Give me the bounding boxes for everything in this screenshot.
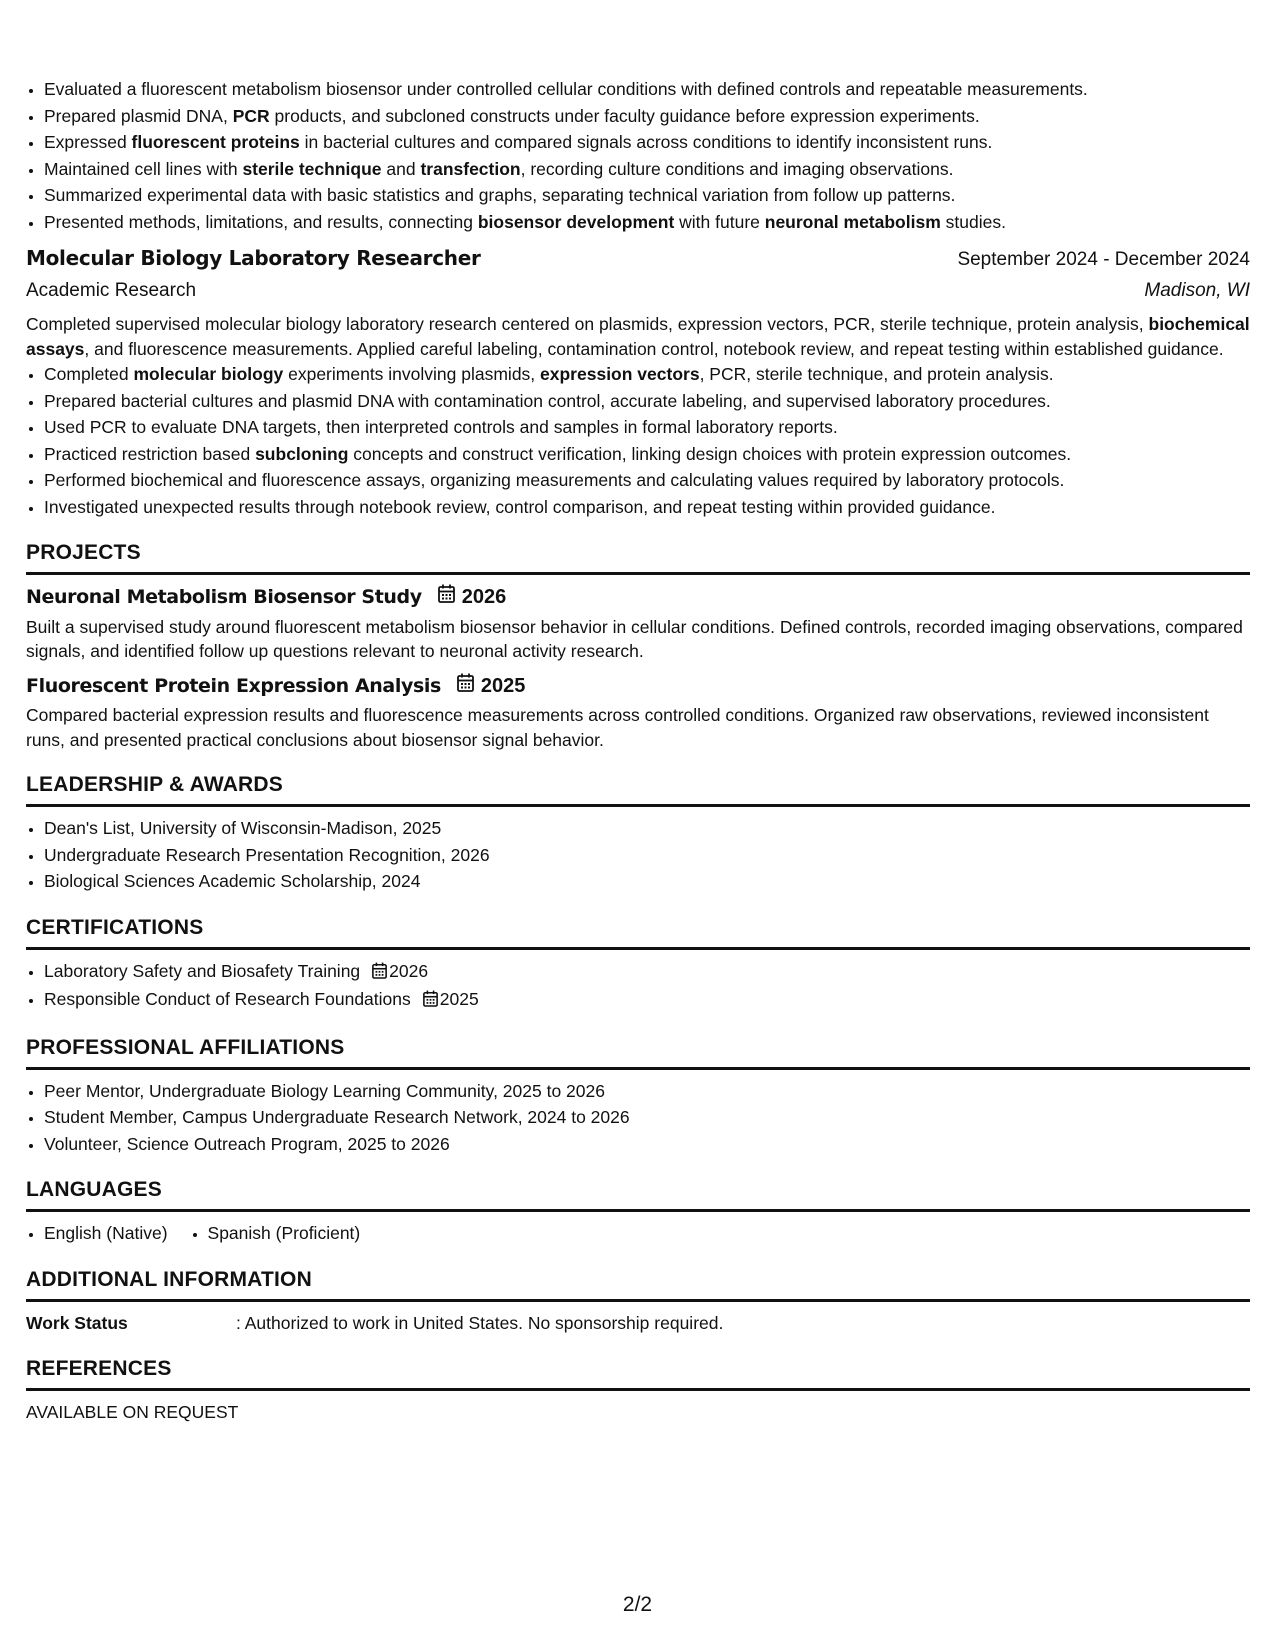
list-item: • Undergraduate Research Presentation Recognition, 2026: [44, 842, 1250, 869]
emphasis-text: fluorescent proteins: [131, 132, 300, 152]
job-location: Madison, WI: [1144, 279, 1250, 301]
work-status-value: : Authorized to work in United States. No sponsorship required.: [236, 1312, 724, 1333]
project-item: [26, 673, 1250, 753]
project-title: Fluorescent Protein Expression Analysis: [26, 674, 441, 697]
text-run: Performed biochemical and fluorescence assays, organizing measurements and calculating values required by laboratory protocols.: [44, 470, 1065, 490]
emphasis-text: molecular biology: [133, 364, 284, 384]
text-run: experiments involving plasmids,: [283, 364, 541, 384]
bullet-item: [44, 182, 1250, 209]
section-title-affiliations: PROFESSIONAL AFFILIATIONS: [26, 1035, 1250, 1070]
bullet-item: [44, 441, 1250, 468]
page-number: 2/2: [622, 1593, 653, 1616]
certification-year: 2025: [439, 989, 479, 1009]
project-year: 2026: [461, 586, 507, 608]
bullet-item: [44, 129, 1250, 156]
language-item: • English (Native): [44, 1220, 168, 1247]
text-run: , PCR, sterile technique, and protein analysis.: [699, 364, 1054, 384]
emphasis-text: transfection: [420, 158, 521, 179]
text-run: Used PCR to evaluate DNA targets, then interpreted controls and samples in formal laboratory reports.: [44, 417, 838, 437]
emphasis-text: biochemical assays: [26, 314, 1250, 359]
project-item: [26, 584, 1250, 664]
text-run: Presented methods, limitations, and results, connecting: [44, 211, 478, 232]
text-run: Prepared plasmid DNA,: [44, 105, 233, 126]
project-description: Built a supervised study around fluorescent metabolism biosensor behavior in cellular conditions. Defined controls, recorded imaging observations, compared signals, and identified follow up questions relevant to neuronal activity research.: [26, 616, 1243, 661]
text-run: Investigated unexpected results through notebook review, control comparison, and repeat testing within provided guidance.: [44, 496, 996, 517]
text-run: Practiced restriction based: [44, 443, 256, 464]
text-run: Summarized experimental data with basic statistics and graphs, separating technical variation from follow up patterns.: [44, 185, 956, 205]
certification-year: 2026: [389, 960, 429, 981]
bullet-item: [44, 467, 1250, 494]
work-status-row: [26, 1310, 1250, 1337]
text-run: , and fluorescence measurements. Applied careful labeling, contamination control, notebook review, and repeat testing within established guidance.: [84, 338, 1224, 359]
leadership-list: [26, 815, 1250, 895]
section-title-certifications: CERTIFICATIONS: [26, 915, 1250, 950]
list-item: [44, 986, 1250, 1015]
section-title-additional: ADDITIONAL INFORMATION: [26, 1267, 1250, 1302]
text-run: and: [381, 158, 421, 179]
text-run: concepts and construct verification, linking design choices with protein expression outcomes.: [348, 443, 1072, 464]
emphasis-text: expression vectors: [540, 364, 700, 384]
section-title-leadership: LEADERSHIP & AWARDS: [26, 772, 1250, 807]
languages-list: [26, 1220, 1250, 1247]
job-subheader: [26, 278, 1250, 305]
job-dates: September 2024 - December 2024: [957, 249, 1250, 270]
emphasis-text: biosensor development: [477, 211, 675, 232]
work-status-label: Work Status: [26, 1312, 128, 1333]
section-title-projects: PROJECTS: [26, 540, 1250, 575]
resume-page-2: [26, 76, 1250, 1426]
bullet-item: [44, 103, 1250, 130]
emphasis-text: subcloning: [255, 443, 349, 464]
list-item: • Student Member, Campus Undergraduate Research Network, 2024 to 2026: [44, 1104, 1250, 1131]
list-item: • Biological Sciences Academic Scholarship, 2024: [44, 868, 1250, 895]
calendar-icon: [372, 960, 387, 987]
certification-name: Laboratory Safety and Biosafety Training: [44, 960, 361, 981]
section-title-languages: LANGUAGES: [26, 1177, 1250, 1212]
calendar-icon: [438, 584, 455, 611]
certification-name: Responsible Conduct of Research Foundations: [44, 989, 411, 1009]
text-run: Prepared bacterial cultures and plasmid DNA with contamination control, accurate labeling, and supervised laboratory procedures.: [44, 390, 1051, 411]
bullet-item: [44, 494, 1250, 521]
section-title-references: REFERENCES: [26, 1356, 1250, 1391]
list-item: • Volunteer, Science Outreach Program, 2025 to 2026: [44, 1131, 1250, 1158]
bullet-item: [44, 388, 1250, 415]
project-title: Neuronal Metabolism Biosensor Study: [26, 586, 422, 608]
bullet-item: [44, 361, 1250, 388]
text-run: studies.: [940, 211, 1006, 232]
certifications-list: [26, 958, 1250, 1015]
references-text: AVAILABLE ON REQUEST: [26, 1402, 239, 1422]
bullet-item: [44, 209, 1250, 236]
previous-job-bullets: [26, 76, 1250, 235]
job-organization: Academic Research: [26, 279, 197, 301]
emphasis-text: neuronal metabolism: [764, 211, 941, 232]
list-item: [44, 958, 1250, 987]
text-run: in bacterial cultures and compared signals across conditions to identify inconsistent runs.: [299, 132, 993, 152]
affiliations-list: [26, 1078, 1250, 1158]
list-item: • Dean's List, University of Wisconsin-Madison, 2025: [44, 815, 1250, 842]
job-summary: [26, 312, 1250, 361]
calendar-icon: [457, 673, 474, 700]
text-run: , recording culture conditions and imaging observations.: [520, 158, 954, 179]
project-description: Compared bacterial expression results and fluorescence measurements across controlled conditions. Organized raw observations, reviewed inconsistent runs, and presented practical conclusions about biosensor signal behavior.: [26, 705, 1209, 750]
text-run: Completed: [44, 364, 134, 384]
project-year: 2025: [480, 674, 526, 697]
emphasis-text: PCR: [232, 105, 270, 126]
text-run: Maintained cell lines with: [44, 158, 243, 179]
job-header: [26, 245, 1250, 274]
text-run: with future: [674, 211, 765, 232]
bullet-item: [44, 414, 1250, 441]
text-run: Expressed: [44, 132, 132, 152]
text-run: products, and subcloned constructs under faculty guidance before expression experiments.: [269, 105, 980, 126]
bullet-item: [44, 156, 1250, 183]
text-run: Evaluated a fluorescent metabolism biosensor under controlled cellular conditions with defined controls and repeatable measurements.: [44, 79, 1088, 99]
job-title: Molecular Biology Laboratory Researcher: [26, 246, 481, 270]
language-item: • Spanish (Proficient): [208, 1220, 361, 1247]
emphasis-text: sterile technique: [242, 158, 382, 179]
bullet-item: [44, 76, 1250, 103]
text-run: Completed supervised molecular biology laboratory research centered on plasmids, expression vectors, PCR, sterile technique, protein analysis,: [26, 314, 1149, 334]
calendar-icon: [423, 988, 438, 1015]
list-item: • Peer Mentor, Undergraduate Biology Learning Community, 2025 to 2026: [44, 1078, 1250, 1105]
job-bullets: [26, 361, 1250, 520]
